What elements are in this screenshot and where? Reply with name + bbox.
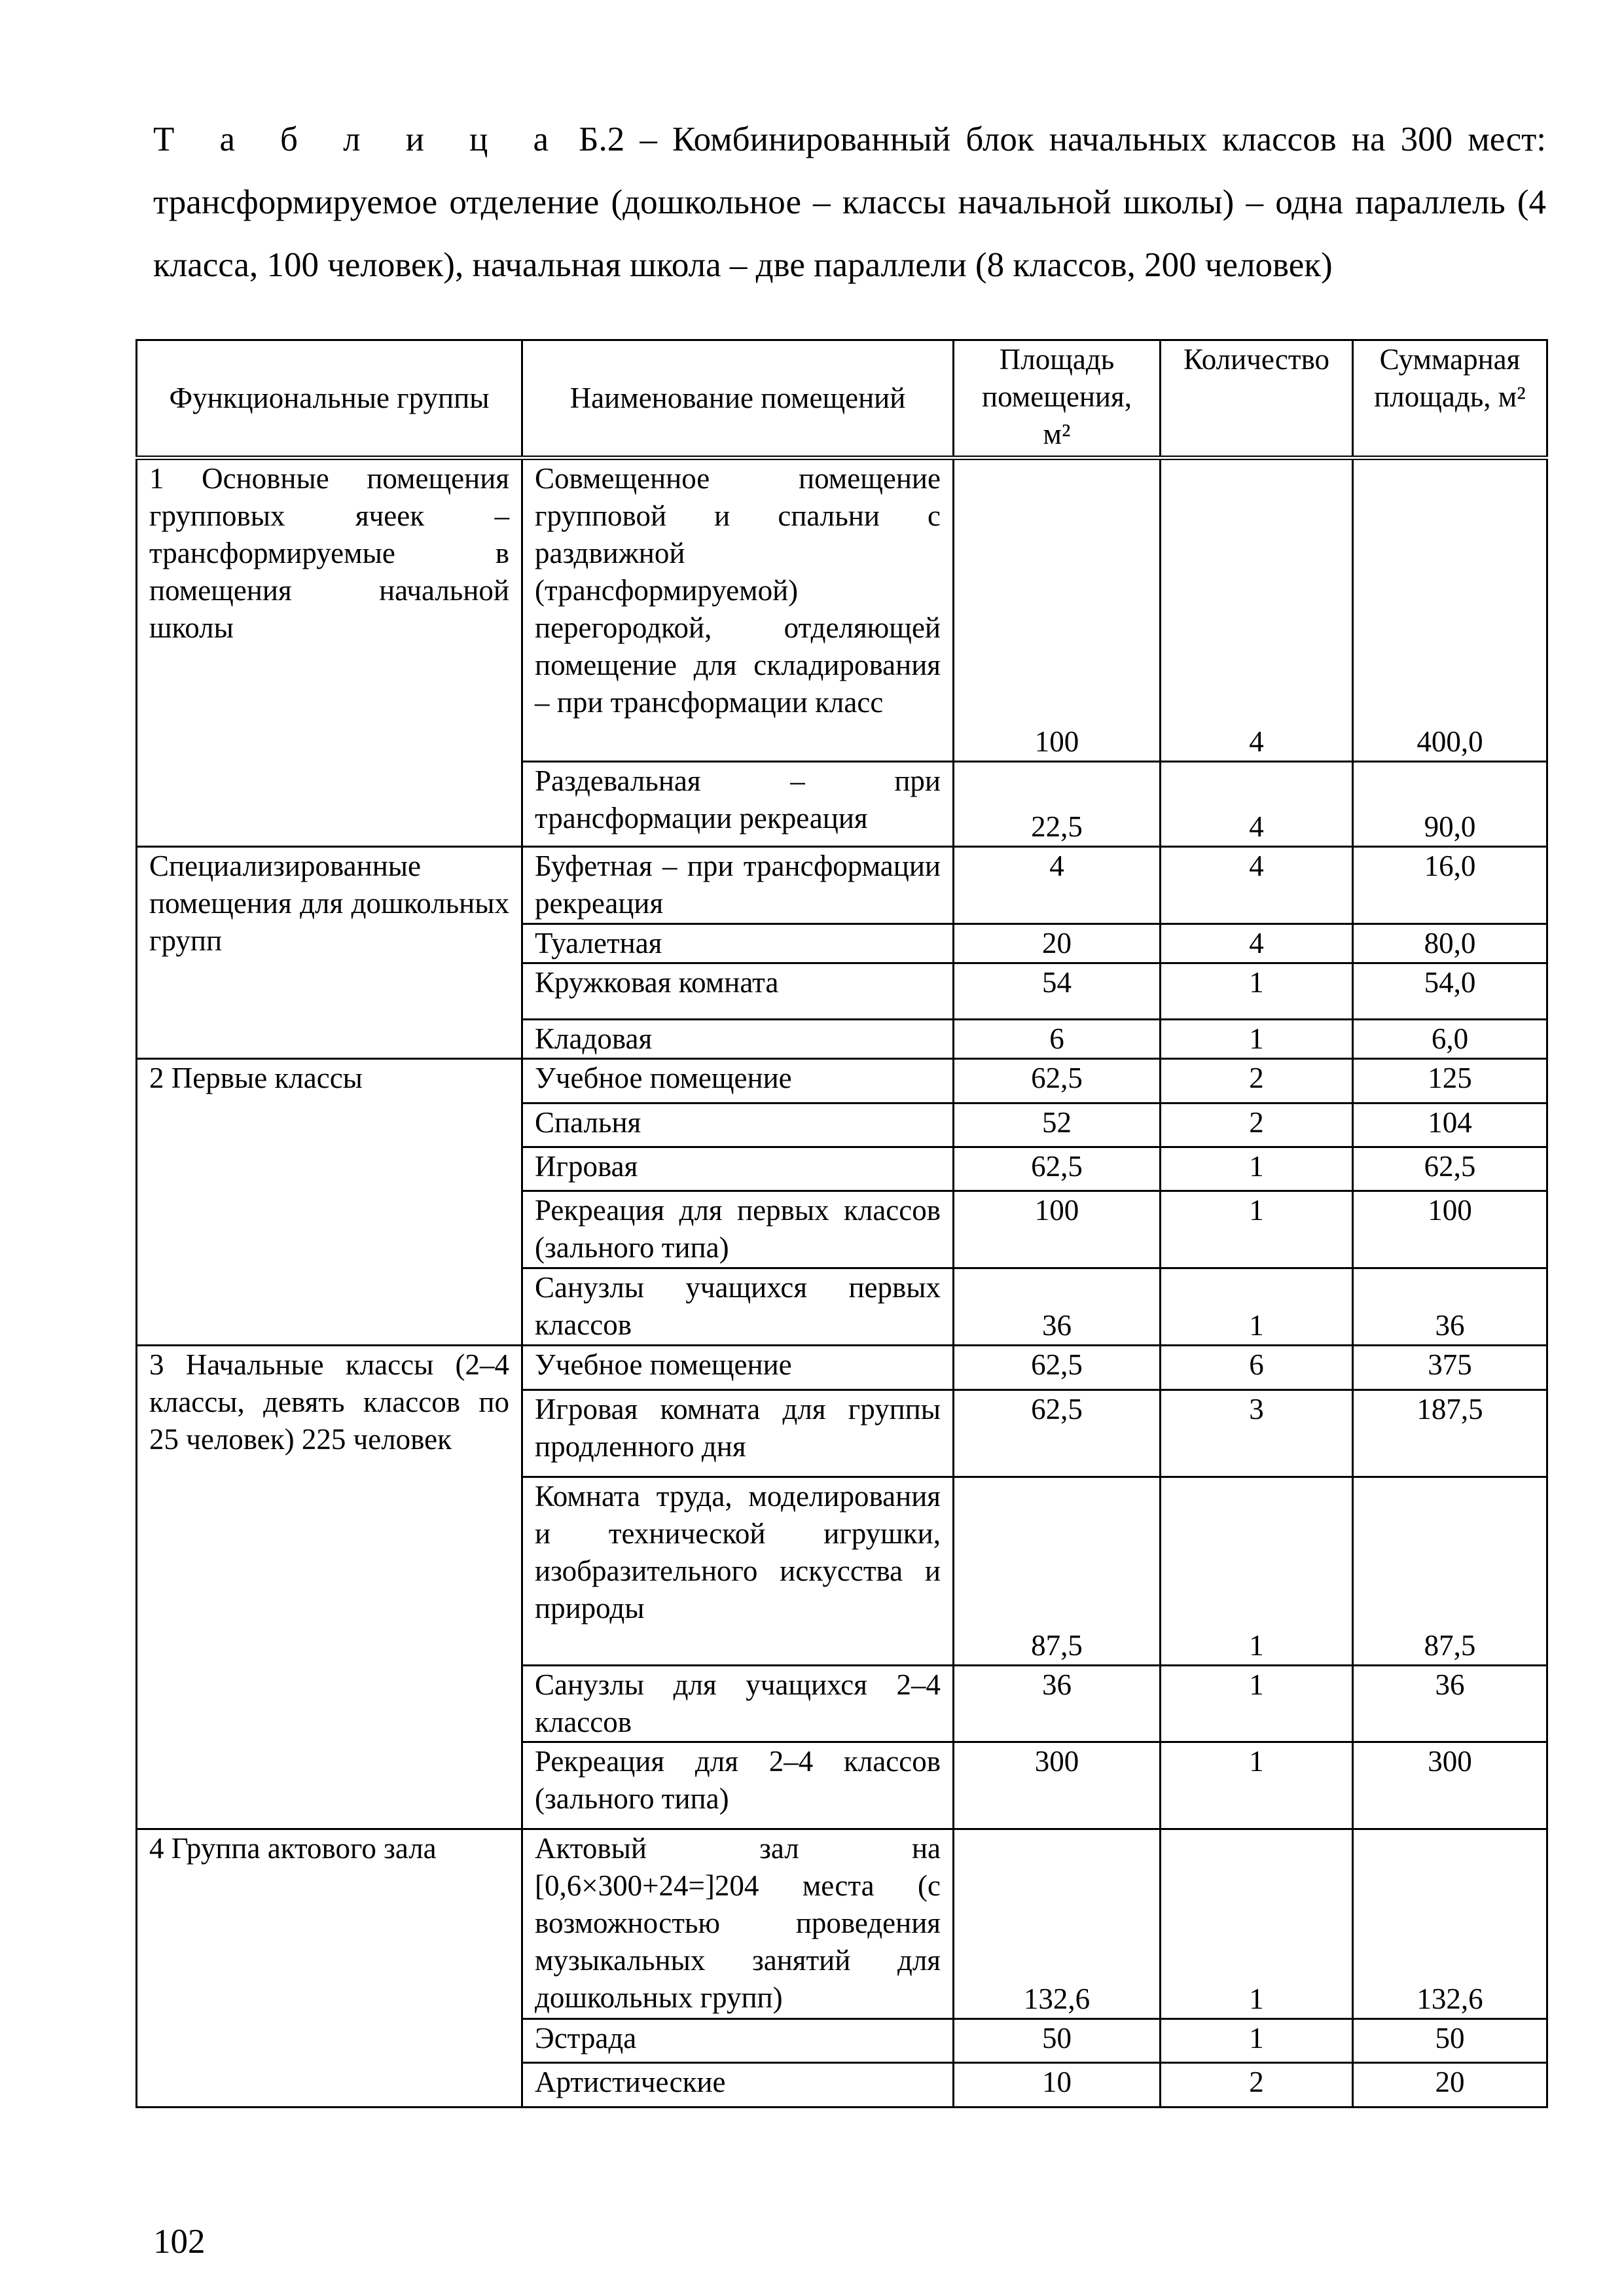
room-count: 1 xyxy=(1161,1666,1353,1742)
group-cell: 4 Группа актового зала xyxy=(137,1829,522,2108)
room-count: 1 xyxy=(1161,1191,1353,1268)
header-row xyxy=(137,340,1547,458)
room-total: 300 xyxy=(1353,1742,1547,1829)
room-total: 104 xyxy=(1353,1103,1547,1147)
room-area: 300 xyxy=(954,1742,1161,1829)
room-total: 187,5 xyxy=(1353,1390,1547,1477)
room-name: Артистические xyxy=(522,2063,954,2108)
room-count: 2 xyxy=(1161,1103,1353,1147)
table-row xyxy=(137,1346,1547,1390)
room-area: 62,5 xyxy=(954,1390,1161,1477)
table-row xyxy=(137,1059,1547,1103)
room-name: Игровая xyxy=(522,1147,954,1191)
room-area: 132,6 xyxy=(954,1829,1161,2019)
group-cell: 3 Начальные классы (2–4 классы, девять классов по 25 человек) 225 человек xyxy=(137,1346,522,1829)
header-room: Наименование помещений xyxy=(522,340,954,458)
room-name: Учебное помещение xyxy=(522,1059,954,1103)
room-count: 1 xyxy=(1161,1268,1353,1346)
room-name: Эстрада xyxy=(522,2019,954,2063)
room-area: 87,5 xyxy=(954,1477,1161,1666)
room-count: 1 xyxy=(1161,1477,1353,1666)
room-area: 62,5 xyxy=(954,1346,1161,1390)
room-name: Рекреация для первых классов (зального типа) xyxy=(522,1191,954,1268)
room-count: 1 xyxy=(1161,1829,1353,2019)
room-total: 62,5 xyxy=(1353,1147,1547,1191)
room-name: Раздевальная – при трансформации рекреация xyxy=(522,762,954,847)
rooms-table xyxy=(135,339,1548,2108)
room-total: 132,6 xyxy=(1353,1829,1547,2019)
room-area: 62,5 xyxy=(954,1059,1161,1103)
room-total: 54,0 xyxy=(1353,963,1547,1020)
room-name: Кладовая xyxy=(522,1020,954,1059)
room-total: 87,5 xyxy=(1353,1477,1547,1666)
room-area: 10 xyxy=(954,2063,1161,2108)
room-count: 1 xyxy=(1161,1020,1353,1059)
table-row xyxy=(137,847,1547,924)
room-total: 375 xyxy=(1353,1346,1547,1390)
room-name: Актовый зал на [0,6×300+24=]204 места (с возможностью проведения музыкальных занятий для дошкольных групп) xyxy=(522,1829,954,2019)
room-area: 36 xyxy=(954,1666,1161,1742)
room-total: 90,0 xyxy=(1353,762,1547,847)
room-total: 50 xyxy=(1353,2019,1547,2063)
room-count: 2 xyxy=(1161,2063,1353,2108)
room-area: 22,5 xyxy=(954,762,1161,847)
room-area: 36 xyxy=(954,1268,1161,1346)
room-count: 4 xyxy=(1161,847,1353,924)
room-name: Совмещенное помещение групповой и спальни с раздвижной (трансформируемой) перегородкой, отделяющей помещение для складирования – при трансформации класс xyxy=(522,458,954,762)
room-name: Игровая комната для группы продленного дня xyxy=(522,1390,954,1477)
room-count: 4 xyxy=(1161,924,1353,963)
room-name: Санузлы для учащихся 2–4 классов xyxy=(522,1666,954,1742)
room-area: 54 xyxy=(954,963,1161,1020)
room-name: Туалетная xyxy=(522,924,954,963)
room-count: 3 xyxy=(1161,1390,1353,1477)
table-caption xyxy=(153,108,1546,296)
room-count: 1 xyxy=(1161,1742,1353,1829)
room-total: 125 xyxy=(1353,1059,1547,1103)
room-total: 20 xyxy=(1353,2063,1547,2108)
room-total: 100 xyxy=(1353,1191,1547,1268)
room-area: 50 xyxy=(954,2019,1161,2063)
room-count: 4 xyxy=(1161,458,1353,762)
room-area: 20 xyxy=(954,924,1161,963)
room-total: 80,0 xyxy=(1353,924,1547,963)
room-total: 36 xyxy=(1353,1666,1547,1742)
room-total: 16,0 xyxy=(1353,847,1547,924)
room-count: 1 xyxy=(1161,2019,1353,2063)
header-group: Функциональные группы xyxy=(137,340,522,458)
room-area: 52 xyxy=(954,1103,1161,1147)
group-cell: 1 Основные помещения групповых ячеек – трансформируемые в помещения начальной школы xyxy=(137,458,522,847)
room-name: Кружковая комната xyxy=(522,963,954,1020)
room-name: Учебное помещение xyxy=(522,1346,954,1390)
header-total: Суммарная площадь, м² xyxy=(1353,340,1547,458)
header-area: Площадь помещения, м² xyxy=(954,340,1161,458)
room-name: Рекреация для 2–4 классов (зального типа) xyxy=(522,1742,954,1829)
room-total: 400,0 xyxy=(1353,458,1547,762)
room-area: 100 xyxy=(954,458,1161,762)
room-count: 1 xyxy=(1161,963,1353,1020)
room-count: 2 xyxy=(1161,1059,1353,1103)
room-count: 1 xyxy=(1161,1147,1353,1191)
caption-label: Т а б л и ц а xyxy=(153,120,564,158)
table-row xyxy=(137,1829,1547,2019)
room-area: 100 xyxy=(954,1191,1161,1268)
room-area: 6 xyxy=(954,1020,1161,1059)
room-name: Санузлы учащихся первых классов xyxy=(522,1268,954,1346)
caption-text: Б.2 – Комбинированный блок начальных классов на 300 мест: трансформируемое отделение (дошкольное – классы начальной школы) – одна параллель (4 класса, 100 человек), начальная школа – две параллели (8 классов, 200 человек) xyxy=(153,120,1546,284)
room-count: 6 xyxy=(1161,1346,1353,1390)
room-total: 36 xyxy=(1353,1268,1547,1346)
room-name: Буфетная – при трансформации рекреация xyxy=(522,847,954,924)
room-area: 62,5 xyxy=(954,1147,1161,1191)
group-cell: 2 Первые классы xyxy=(137,1059,522,1346)
header-count: Количество xyxy=(1161,340,1353,458)
room-area: 4 xyxy=(954,847,1161,924)
table-row xyxy=(137,458,1547,762)
room-name: Комната труда, моделирования и технической игрушки, изобразительного искусства и природы xyxy=(522,1477,954,1666)
room-total: 6,0 xyxy=(1353,1020,1547,1059)
room-name: Спальня xyxy=(522,1103,954,1147)
group-cell: Специализированные помещения для дошкольных групп xyxy=(137,847,522,1059)
page-number: 102 xyxy=(153,2223,206,2261)
room-count: 4 xyxy=(1161,762,1353,847)
